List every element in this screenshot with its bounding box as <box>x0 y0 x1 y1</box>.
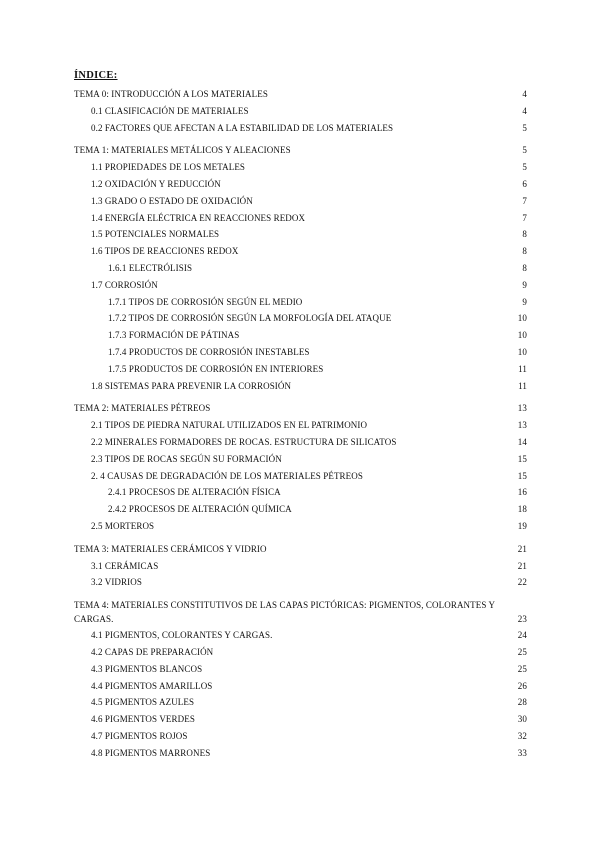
toc-section[interactable] <box>108 295 527 309</box>
toc-entry-page: 11 <box>518 380 527 391</box>
toc-entry-title: TEMA 0: INTRODUCCIÓN A LOS MATERIALES <box>74 89 268 99</box>
toc-section[interactable] <box>91 712 527 726</box>
toc-section[interactable] <box>91 469 527 483</box>
toc-section[interactable] <box>91 695 527 709</box>
toc-entry-page: 26 <box>517 680 527 691</box>
toc-entry-page: 13 <box>517 420 527 431</box>
toc-entry-title: 1.1 PROPIEDADES DE LOS METALES <box>91 162 246 173</box>
toc-section[interactable] <box>91 452 527 466</box>
toc-entry-page: 13 <box>517 403 527 414</box>
toc-entry-page: 21 <box>517 543 527 554</box>
toc-section[interactable] <box>108 502 527 516</box>
toc-entry-page: 23 <box>517 614 527 625</box>
toc-entry-title: 2. 4 CAUSAS DE DEGRADACIÓN DE LOS MATERIALES PÉTREOS <box>91 470 363 481</box>
toc-entry-title: 1.6.1 ELECTRÓLISIS <box>108 263 193 273</box>
toc-section[interactable] <box>91 379 527 393</box>
toc-entry-page: 33 <box>517 747 527 758</box>
toc-entry-page: 15 <box>517 453 527 464</box>
toc-section[interactable] <box>91 628 527 642</box>
toc-section[interactable] <box>91 104 527 118</box>
toc-entry-title: 2.5 MORTEROS <box>91 521 155 531</box>
toc-entry-title: 4.4 PIGMENTOS AMARILLOS <box>91 680 213 691</box>
toc-entry-page: 28 <box>517 697 527 708</box>
toc-section[interactable] <box>91 435 527 449</box>
toc-entry-page: 10 <box>517 347 527 357</box>
toc-entry-title: 1.5 POTENCIALES NORMALES <box>91 229 220 240</box>
toc-section[interactable] <box>91 519 527 533</box>
toc-section[interactable] <box>91 645 527 659</box>
toc-title: ÍNDICE: <box>74 70 118 81</box>
toc-entry-title: 4.8 PIGMENTOS MARRONES <box>91 747 211 758</box>
toc-section[interactable] <box>91 418 527 432</box>
toc-entry-page: 9 <box>522 279 527 290</box>
toc-entry-title: 4.6 PIGMENTOS VERDES <box>91 714 195 725</box>
toc-entry-title: 0.2 FACTORES QUE AFECTAN A LA ESTABILIDAD DE LOS MATERIALES <box>91 122 394 133</box>
toc-entry-page: 6 <box>522 179 527 189</box>
toc-entry-page: 19 <box>517 521 527 531</box>
toc-entry-page: 25 <box>517 647 527 657</box>
toc-entry-page: 10 <box>517 313 527 324</box>
toc-entry-page: 30 <box>517 714 527 725</box>
toc-entry-title: TEMA 1: MATERIALES METÁLICOS Y ALEACIONES <box>74 145 291 156</box>
toc-entry-page: 25 <box>517 663 527 674</box>
toc-section[interactable] <box>91 575 527 589</box>
toc-entry-title: 4.7 PIGMENTOS ROJOS <box>91 731 188 741</box>
toc-entry-title: 1.6 TIPOS DE REACCIONES REDOX <box>91 246 239 257</box>
toc-entry-title: 1.7.3 FORMACIÓN DE PÁTINAS <box>108 330 240 341</box>
toc-entry-page: 14 <box>517 437 527 447</box>
toc-section[interactable] <box>91 662 527 676</box>
toc-chapter[interactable] <box>74 598 527 626</box>
toc-section[interactable] <box>108 328 527 342</box>
toc-entry-page: 32 <box>517 731 527 741</box>
toc-entry-title: 4.1 PIGMENTOS, COLORANTES Y CARGAS. <box>91 630 273 641</box>
toc-entry-page: 5 <box>522 145 527 156</box>
toc-entry-page: 5 <box>522 122 527 133</box>
toc-entry-title: 4.5 PIGMENTOS AZULES <box>91 697 195 708</box>
toc-entry-page: 15 <box>517 470 527 481</box>
toc-chapter[interactable] <box>74 143 527 157</box>
toc-section[interactable] <box>108 485 527 499</box>
toc-entry-page: 4 <box>522 89 527 99</box>
toc-entry-title: 4.3 PIGMENTOS BLANCOS <box>91 663 203 674</box>
toc-entry-page: 22 <box>517 577 527 588</box>
toc-section[interactable] <box>91 559 527 573</box>
toc-entry-page: 5 <box>522 162 527 173</box>
toc-entry-title: 1.2 OXIDACIÓN Y REDUCCIÓN <box>91 179 221 189</box>
toc-entry-title: TEMA 3: MATERIALES CERÁMICOS Y VIDRIO <box>74 543 267 554</box>
toc-entry-title: TEMA 4: MATERIALES CONSTITUTIVOS DE LAS CAPAS PICTÓRICAS: PIGMENTOS, COLORANTES Y CARGAS. <box>74 600 495 625</box>
toc-entry-title: 1.4 ENERGÍA ELÉCTRICA EN REACCIONES REDOX <box>91 212 306 223</box>
toc-section[interactable] <box>91 177 527 191</box>
toc-entry-page: 8 <box>522 263 527 273</box>
toc-section[interactable] <box>91 227 527 241</box>
toc-entry-page: 7 <box>522 195 527 206</box>
toc-entry-title: 1.7.4 PRODUCTOS DE CORROSIÓN INESTABLES <box>108 347 310 357</box>
toc-section[interactable] <box>108 261 527 275</box>
toc-section[interactable] <box>91 278 527 292</box>
toc-entry-page: 9 <box>522 296 527 307</box>
toc-entry-title: 1.7 CORROSIÓN <box>91 279 158 290</box>
toc-entry-title: 1.8 SISTEMAS PARA PREVENIR LA CORROSIÓN <box>91 380 292 391</box>
toc-entry-title: 4.2 CAPAS DE PREPARACIÓN <box>91 647 214 657</box>
toc-entry-title: 2.2 MINERALES FORMADORES DE ROCAS. ESTRUCTURA DE SILICATOS <box>91 437 397 447</box>
toc-entry-title: 2.4.2 PROCESOS DE ALTERACIÓN QUÍMICA <box>108 504 292 515</box>
toc-section[interactable] <box>91 211 527 225</box>
toc-entry-title: 1.7.2 TIPOS DE CORROSIÓN SEGÚN LA MORFOLOGÍA DEL ATAQUE <box>108 313 392 324</box>
toc-section[interactable] <box>91 244 527 258</box>
toc-entry-page: 4 <box>522 105 527 116</box>
toc-entry-title: TEMA 2: MATERIALES PÉTREOS <box>74 403 211 414</box>
toc-chapter[interactable] <box>74 87 527 101</box>
toc-entry-title: 1.3 GRADO O ESTADO DE OXIDACIÓN <box>91 195 253 206</box>
toc-entry-page: 21 <box>517 560 527 571</box>
toc-chapter[interactable] <box>74 542 527 556</box>
toc-section[interactable] <box>91 160 527 174</box>
toc-entry-page: 8 <box>522 229 527 240</box>
toc-entry-title: 0.1 CLASIFICACIÓN DE MATERIALES <box>91 105 249 116</box>
toc-section[interactable] <box>91 194 527 208</box>
toc-entry-title: 2.3 TIPOS DE ROCAS SEGÚN SU FORMACIÓN <box>91 453 282 464</box>
toc-entry-page: 16 <box>517 487 527 498</box>
toc-entry-page: 24 <box>517 630 527 641</box>
toc-section[interactable] <box>108 345 527 359</box>
toc-section[interactable] <box>108 311 527 325</box>
toc-entry-title: 3.2 VIDRIOS <box>91 577 142 588</box>
toc-entry-page: 8 <box>522 246 527 257</box>
toc-section[interactable] <box>91 679 527 693</box>
toc-entry-page: 10 <box>517 330 527 341</box>
toc-entry-title: 2.4.1 PROCESOS DE ALTERACIÓN FÍSICA <box>108 487 281 498</box>
toc-entry-page: 7 <box>522 212 527 223</box>
toc-section[interactable] <box>91 729 527 743</box>
toc-entry-title: 1.7.5 PRODUCTOS DE CORROSIÓN EN INTERIORES <box>108 363 324 374</box>
toc-entry-title: 3.1 CERÁMICAS <box>91 560 159 571</box>
toc-entry-title: 1.7.1 TIPOS DE CORROSIÓN SEGÚN EL MEDIO <box>108 296 303 307</box>
toc-section[interactable] <box>108 362 527 376</box>
toc-entry-title: 2.1 TIPOS DE PIEDRA NATURAL UTILIZADOS EN EL PATRIMONIO <box>91 420 368 431</box>
toc-section[interactable] <box>91 121 527 135</box>
toc-section[interactable] <box>91 746 527 760</box>
toc-entry-page: 18 <box>517 504 527 515</box>
toc-chapter[interactable] <box>74 401 527 415</box>
toc-entry-page: 11 <box>518 363 527 374</box>
